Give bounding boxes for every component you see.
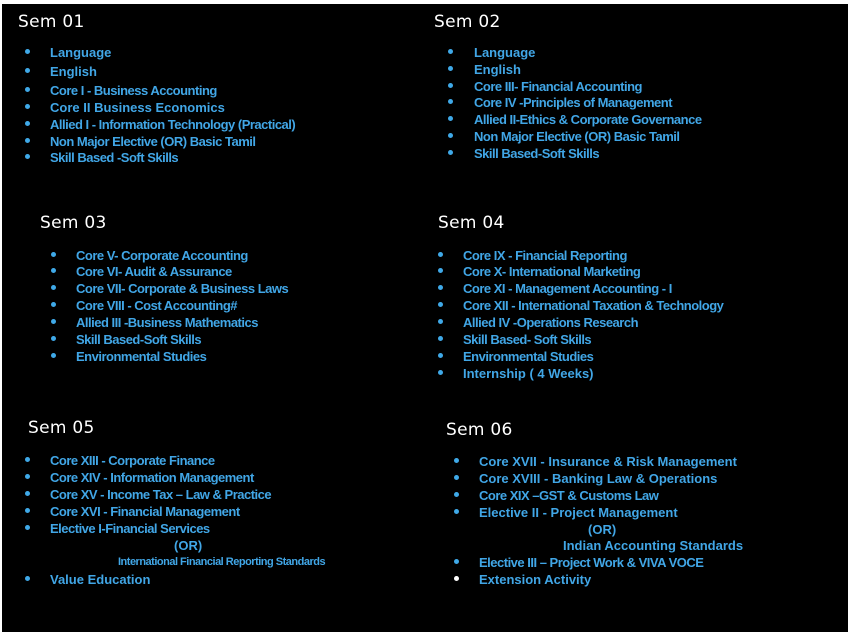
sem-05-or-text: (OR): [174, 538, 203, 553]
bullet-icon: [25, 457, 30, 462]
item-label: Core I - Business Accounting: [50, 83, 217, 98]
item-label: Core VI- Audit & Assurance: [76, 264, 232, 279]
bullet-icon: [25, 508, 30, 513]
bullet-icon: [25, 104, 30, 109]
bullet-icon: [438, 285, 443, 290]
item-label: Skill Based-Soft Skills: [76, 332, 202, 347]
bullet-icon: [51, 302, 56, 307]
bullet-icon: [51, 353, 56, 358]
sem-06-title: Sem 06: [446, 420, 513, 440]
bullet-icon: [51, 336, 56, 341]
bullet-icon: [25, 138, 30, 143]
bullet-icon: [25, 491, 30, 496]
bullet-icon: [454, 475, 459, 480]
bullet-icon: [51, 268, 56, 273]
item-label: Core XIX –GST & Customs Law: [479, 488, 659, 503]
sem-06-or-text: (OR): [588, 522, 617, 537]
item-label: Core III- Financial Accounting: [474, 79, 642, 94]
item-label: Core II Business Economics: [50, 100, 225, 115]
sem-02-title: Sem 02: [434, 12, 501, 32]
sem-05-alt-text: International Financial Reporting Standards: [118, 556, 326, 568]
item-label: Elective III – Project Work & VIVA VOCE: [479, 555, 704, 570]
sem-01-title: Sem 01: [18, 12, 85, 32]
bullet-icon: [448, 133, 453, 138]
item-label: Core XIV - Information Management: [50, 470, 254, 485]
item-label: Core XI - Management Accounting - I: [463, 281, 672, 296]
bullet-icon: [448, 150, 453, 155]
item-label: Non Major Elective (OR) Basic Tamil: [474, 129, 680, 144]
item-label: Allied I - Information Technology (Practical): [50, 117, 296, 132]
item-label: Language: [474, 45, 536, 60]
item-label: Core XII - International Taxation & Technology: [463, 298, 724, 313]
item-label: Core XVIII - Banking Law & Operations: [479, 471, 718, 486]
bullet-icon: [25, 474, 30, 479]
bullet-icon: [454, 492, 459, 497]
slide: [2, 4, 848, 632]
item-label: Core VII- Corporate & Business Laws: [76, 281, 289, 296]
item-label: Skill Based -Soft Skills: [50, 150, 179, 165]
bullet-icon: [438, 370, 443, 375]
bullet-icon: [438, 319, 443, 324]
item-label: Skill Based-Soft Skills: [474, 146, 600, 161]
bullet-icon: [438, 336, 443, 341]
bullet-icon: [25, 121, 30, 126]
item-label: Internship ( 4 Weeks): [463, 366, 594, 381]
bullet-icon: [438, 353, 443, 358]
item-label: Environmental Studies: [76, 349, 207, 364]
sem-05-title: Sem 05: [28, 418, 95, 438]
bullet-icon: [438, 252, 443, 257]
bullet-icon: [448, 116, 453, 121]
item-label: Core IV -Principles of Management: [474, 95, 673, 110]
item-label: Core IX - Financial Reporting: [463, 248, 627, 263]
item-label: English: [50, 64, 97, 79]
item-label: Core V- Corporate Accounting: [76, 248, 248, 263]
bullet-icon: [25, 68, 30, 73]
sem-03-title: Sem 03: [40, 213, 107, 233]
sem-06-alt-text: Indian Accounting Standards: [563, 538, 744, 553]
bullet-icon: [51, 285, 56, 290]
bullet-icon: [25, 49, 30, 54]
bullet-icon: [51, 252, 56, 257]
bullet-icon: [448, 49, 453, 54]
item-label: Allied II-Ethics & Corporate Governance: [474, 112, 702, 127]
item-label: Skill Based- Soft Skills: [463, 332, 592, 347]
item-label: Language: [50, 45, 112, 60]
item-label: Core VIII - Cost Accounting#: [76, 298, 238, 313]
bullet-icon: [438, 302, 443, 307]
item-label: English: [474, 62, 521, 77]
bullet-icon: [448, 66, 453, 71]
item-label: Core XIII - Corporate Finance: [50, 453, 215, 468]
item-label: Allied III -Business Mathematics: [76, 315, 258, 330]
item-label: Value Education: [50, 572, 151, 587]
bullet-icon: [51, 319, 56, 324]
item-label: Core XVII - Insurance & Risk Management: [479, 454, 737, 469]
item-label: Elective II - Project Management: [479, 505, 678, 520]
bullet-icon: [25, 525, 30, 530]
bullet-icon: [454, 576, 459, 581]
item-label: Core XV - Income Tax – Law & Practice: [50, 487, 272, 502]
sem-04-title: Sem 04: [438, 213, 505, 233]
item-label: Environmental Studies: [463, 349, 594, 364]
item-label: Core XVI - Financial Management: [50, 504, 240, 519]
bullet-icon: [454, 509, 459, 514]
bullet-icon: [454, 559, 459, 564]
bullet-icon: [454, 458, 459, 463]
item-label: Allied IV -Operations Research: [463, 315, 639, 330]
item-label: Core X- International Marketing: [463, 264, 641, 279]
bullet-icon: [448, 83, 453, 88]
bullet-icon: [25, 576, 30, 581]
bullet-icon: [448, 99, 453, 104]
item-label: Elective I-Financial Services: [50, 521, 210, 536]
bullet-icon: [25, 87, 30, 92]
bullet-icon: [438, 268, 443, 273]
item-label: Extension Activity: [479, 572, 592, 587]
bullet-icon: [25, 154, 30, 159]
item-label: Non Major Elective (OR) Basic Tamil: [50, 134, 256, 149]
